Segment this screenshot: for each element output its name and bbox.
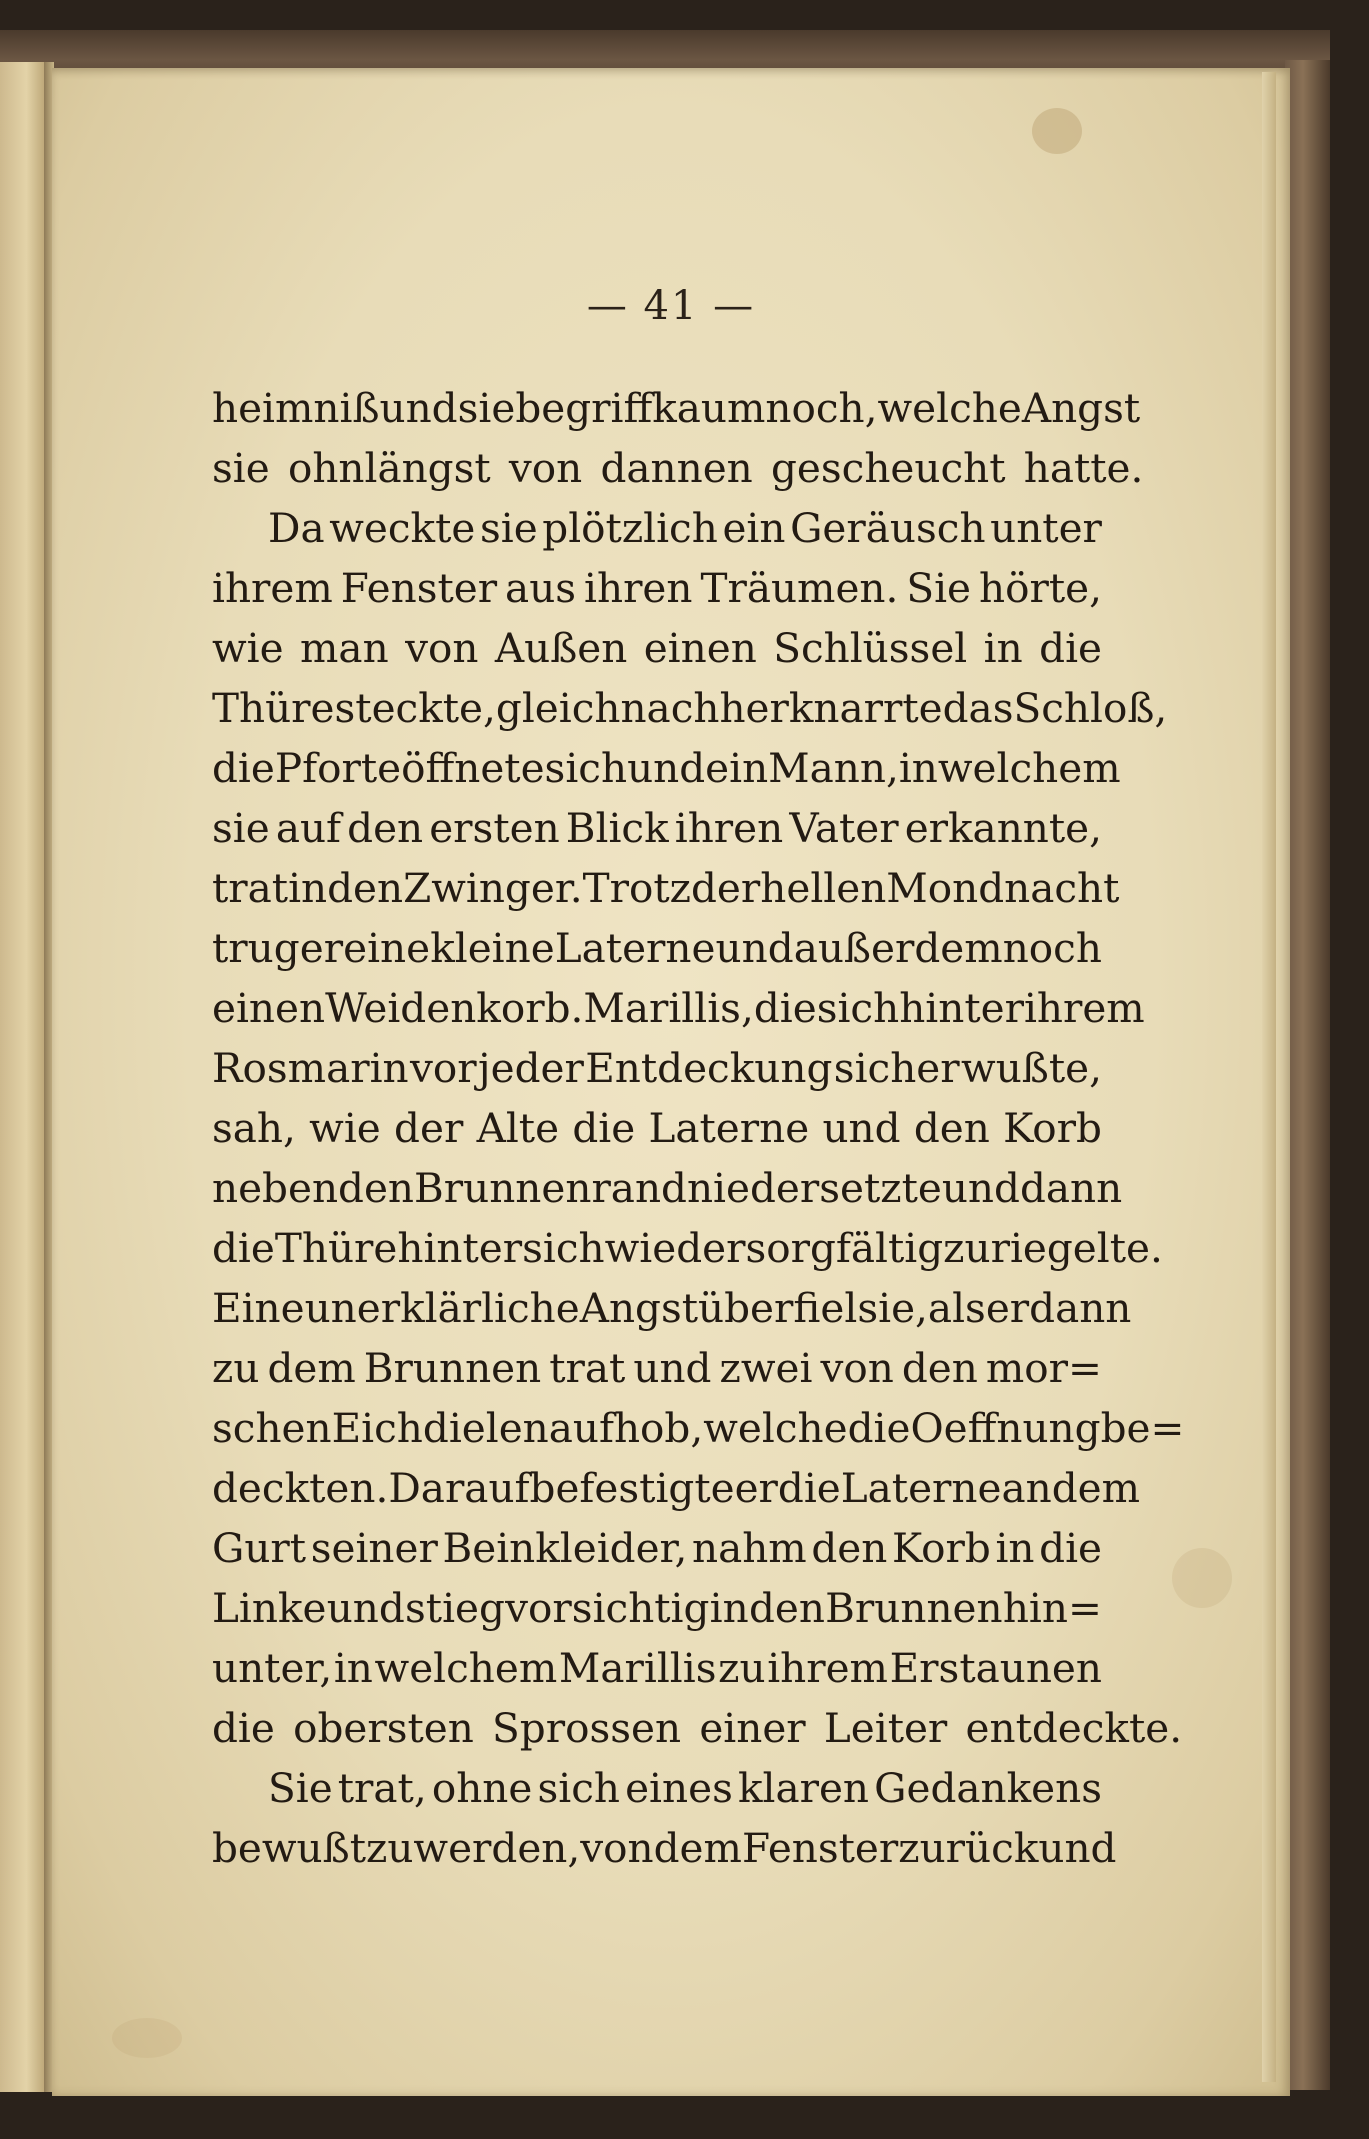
- text-word: und: [627, 744, 706, 792]
- text-word: welchem: [374, 1644, 558, 1692]
- text-word: noch: [1002, 924, 1102, 972]
- page-number: — 41 —: [586, 283, 756, 329]
- paper-stain: [1032, 108, 1082, 154]
- text-word: Brunnen: [825, 1584, 1003, 1632]
- text-word: Laterne: [648, 1104, 810, 1152]
- text-word: steckte,: [334, 684, 496, 732]
- text-word: Angst: [1021, 384, 1141, 432]
- text-word: Sprossen: [492, 1704, 682, 1752]
- text-line: [212, 1518, 1102, 1578]
- text-word: aus: [505, 564, 577, 612]
- text-word: wie: [212, 624, 284, 672]
- text-word: seiner: [310, 1524, 438, 1572]
- text-word: erkannte,: [904, 804, 1102, 852]
- text-word: Gedankens: [874, 1764, 1102, 1812]
- text-word: in: [898, 744, 938, 792]
- text-word: er: [734, 1464, 778, 1512]
- text-word: noch,: [765, 384, 878, 432]
- text-word: Oeffnung: [910, 1404, 1101, 1452]
- text-word: knarrte: [788, 684, 943, 732]
- text-word: den: [347, 804, 424, 852]
- text-word: niedersetzte: [686, 1164, 942, 1212]
- text-word: Zwinger.: [403, 864, 583, 912]
- text-word: in: [995, 1524, 1035, 1572]
- text-line: [212, 798, 1102, 858]
- text-word: den: [748, 1584, 825, 1632]
- text-line: [212, 918, 1102, 978]
- text-word: zuriegelte.: [943, 1224, 1163, 1272]
- text-line: [212, 1638, 1102, 1698]
- text-word: zu: [212, 1344, 260, 1392]
- text-word: nachher: [620, 684, 789, 732]
- paper-stain: [112, 2018, 182, 2058]
- text-word: in: [333, 1644, 373, 1692]
- text-word: Fenster: [741, 1824, 899, 1872]
- text-word: hatte.: [1023, 444, 1144, 492]
- text-line: [212, 738, 1121, 798]
- text-word: zu: [365, 1824, 414, 1872]
- text-word: in: [709, 1584, 749, 1632]
- text-word: welche: [877, 384, 1022, 432]
- text-word: Mann,: [768, 744, 899, 792]
- text-word: ohne: [431, 1764, 533, 1812]
- text-line: [212, 1458, 1140, 1518]
- text-word: dem: [653, 1824, 742, 1872]
- text-word: Da: [268, 504, 325, 552]
- text-word: einen: [212, 984, 326, 1032]
- text-word: die: [777, 1464, 841, 1512]
- text-word: Laterne: [554, 924, 716, 972]
- text-word: obersten: [293, 1704, 474, 1752]
- text-line: [212, 498, 1102, 558]
- text-line: [212, 1038, 1102, 1098]
- text-word: gescheucht: [770, 444, 1006, 492]
- text-word: Laterne: [840, 1464, 1002, 1512]
- text-word: Rosmarin: [212, 1044, 409, 1092]
- text-word: Fenster: [340, 564, 498, 612]
- text-word: eine: [343, 924, 431, 972]
- text-word: der: [394, 1104, 464, 1152]
- text-line: [212, 678, 1168, 738]
- text-word: plötzlich: [542, 504, 718, 552]
- text-word: trat: [212, 864, 289, 912]
- text-word: die: [212, 1704, 275, 1752]
- text-word: einer: [699, 1704, 806, 1752]
- text-word: in: [983, 624, 1023, 672]
- text-word: Alte: [476, 1104, 560, 1152]
- text-line: [212, 1158, 1123, 1218]
- text-word: Entdeckung: [585, 1044, 833, 1092]
- text-word: Beinkleider,: [442, 1524, 688, 1572]
- text-word: Thüre: [212, 684, 335, 732]
- text-word: außerdem: [793, 924, 1003, 972]
- text-word: sich: [522, 1224, 605, 1272]
- text-word: Erstaunen: [889, 1644, 1102, 1692]
- text-word: ihrem: [767, 1644, 888, 1692]
- text-word: die: [212, 1224, 275, 1272]
- text-word: sich: [544, 744, 628, 792]
- text-line: [212, 378, 1141, 438]
- text-word: hörte,: [979, 564, 1102, 612]
- text-word: klaren: [737, 1764, 870, 1812]
- text-word: zwei: [719, 1344, 813, 1392]
- text-word: die: [1039, 1524, 1102, 1572]
- text-word: kaum: [652, 384, 766, 432]
- text-word: stieg: [405, 1584, 505, 1632]
- text-word: Korb: [1003, 1104, 1102, 1152]
- text-word: dann: [1019, 1164, 1123, 1212]
- text-word: schen: [212, 1404, 332, 1452]
- text-word: Weidenkorb.: [325, 984, 584, 1032]
- text-word: und: [941, 1164, 1020, 1212]
- text-word: Leiter: [823, 1704, 948, 1752]
- text-line: [212, 1278, 1132, 1338]
- text-word: öffnete: [401, 744, 545, 792]
- text-word: zu: [718, 1644, 766, 1692]
- text-line: [212, 1398, 1185, 1458]
- text-word: hinter: [899, 984, 1024, 1032]
- text-word: Mondnacht: [886, 864, 1120, 912]
- text-word: Trotz: [582, 864, 691, 912]
- text-word: er: [985, 1284, 1030, 1332]
- text-word: begriff: [515, 384, 653, 432]
- book-page: [52, 68, 1290, 2096]
- text-word: Außen: [494, 624, 628, 672]
- text-word: sie: [212, 444, 270, 492]
- text-word: nahm: [691, 1524, 807, 1572]
- text-word: bewußt: [212, 1824, 366, 1872]
- text-word: von: [508, 444, 583, 492]
- text-word: die: [212, 744, 275, 792]
- text-word: dem: [267, 1344, 356, 1392]
- text-word: wieder: [604, 1224, 746, 1272]
- text-line: [212, 1098, 1102, 1158]
- text-line: [212, 1338, 1102, 1398]
- text-word: in: [288, 864, 328, 912]
- text-word: Thüre: [274, 1224, 398, 1272]
- text-word: eines: [625, 1764, 733, 1812]
- text-word: Pforte: [274, 744, 402, 792]
- text-word: man: [300, 624, 389, 672]
- text-word: Vater: [789, 804, 899, 852]
- text-word: entdeckte.: [965, 1704, 1183, 1752]
- text-word: trat: [549, 1344, 626, 1392]
- text-word: den: [338, 1164, 415, 1212]
- text-word: unerklärliche: [304, 1284, 580, 1332]
- text-word: von: [405, 624, 479, 672]
- text-word: Gurt: [212, 1524, 307, 1572]
- text-word: trat,: [337, 1764, 427, 1812]
- text-word: den: [327, 864, 404, 912]
- text-word: den: [901, 1344, 978, 1392]
- text-word: unter,: [212, 1644, 333, 1692]
- text-word: von: [580, 1824, 654, 1872]
- text-word: Blick: [565, 804, 669, 852]
- text-word: befestigte: [529, 1464, 735, 1512]
- text-word: dem: [1051, 1464, 1140, 1512]
- text-word: ein: [705, 744, 769, 792]
- text-line: [212, 558, 1102, 618]
- text-word: sie: [479, 504, 538, 552]
- text-word: hin=: [1002, 1584, 1102, 1632]
- text-word: heimniß: [212, 384, 380, 432]
- text-word: ohnlängst: [287, 444, 491, 492]
- text-word: Schloß,: [1013, 684, 1168, 732]
- text-word: Angst: [579, 1284, 699, 1332]
- text-word: wie: [309, 1104, 381, 1152]
- text-word: ihren: [674, 804, 784, 852]
- text-word: auf: [275, 804, 342, 852]
- text-word: die: [847, 1404, 911, 1452]
- text-word: hinter: [397, 1224, 523, 1272]
- text-word: als: [927, 1284, 986, 1332]
- text-word: unter: [990, 504, 1102, 552]
- text-word: Korb: [891, 1524, 991, 1572]
- text-word: überfiel: [698, 1284, 858, 1332]
- text-line: [212, 1698, 1183, 1758]
- text-word: zurück: [898, 1824, 1039, 1872]
- text-word: sie: [457, 384, 516, 432]
- text-word: aufhob,: [548, 1404, 704, 1452]
- text-word: der: [691, 864, 761, 912]
- text-word: ihrem: [212, 564, 333, 612]
- text-word: sich: [537, 1764, 620, 1812]
- facing-page-edge: [0, 62, 44, 2092]
- text-word: Linke: [212, 1584, 327, 1632]
- text-word: die: [1039, 624, 1102, 672]
- text-word: kleine: [430, 924, 555, 972]
- text-word: welche: [703, 1404, 848, 1452]
- text-word: und: [1038, 1824, 1117, 1872]
- text-line: [212, 1758, 1102, 1818]
- text-word: ein: [722, 504, 786, 552]
- book-cover-right-edge: [1285, 60, 1330, 2090]
- text-word: vorsichtig: [505, 1584, 710, 1632]
- text-word: Eichdielen: [331, 1404, 549, 1452]
- text-word: und: [633, 1344, 712, 1392]
- text-word: wußte,: [961, 1044, 1102, 1092]
- text-word: einen: [643, 624, 757, 672]
- text-word: welchem: [937, 744, 1121, 792]
- text-word: und: [379, 384, 458, 432]
- text-word: vor: [410, 1044, 477, 1092]
- text-word: er: [299, 924, 344, 972]
- text-word: Geräusch: [790, 504, 986, 552]
- text-word: be=: [1100, 1404, 1185, 1452]
- text-word: Darauf: [388, 1464, 530, 1512]
- text-word: jeder: [478, 1044, 584, 1092]
- text-line: [212, 978, 1145, 1038]
- text-word: Brunnen: [363, 1344, 542, 1392]
- text-word: neben: [212, 1164, 339, 1212]
- text-word: und: [715, 924, 794, 972]
- text-word: an: [1001, 1464, 1052, 1512]
- text-word: dannen: [600, 444, 753, 492]
- text-word: weckte: [329, 504, 476, 552]
- text-word: Träumen.: [700, 564, 899, 612]
- text-line: [212, 438, 1144, 498]
- text-word: sicher: [833, 1044, 960, 1092]
- text-line: [212, 1818, 1117, 1878]
- text-line: [212, 1218, 1163, 1278]
- text-word: trug: [212, 924, 300, 972]
- text-line: [212, 618, 1102, 678]
- text-word: und: [326, 1584, 405, 1632]
- paper-stain: [1172, 1548, 1232, 1608]
- text-word: ihrem: [1023, 984, 1145, 1032]
- text-word: dann: [1029, 1284, 1132, 1332]
- text-word: den: [913, 1104, 990, 1152]
- text-word: ersten: [429, 804, 560, 852]
- text-word: Marillis: [558, 1644, 717, 1692]
- page-edge-fold: [1262, 72, 1276, 2082]
- text-word: sorgfältig: [745, 1224, 944, 1272]
- text-word: werden,: [413, 1824, 581, 1872]
- text-word: von: [820, 1344, 894, 1392]
- text-word: Brunnenrand: [414, 1164, 687, 1212]
- text-word: sich: [816, 984, 900, 1032]
- text-word: sie: [212, 804, 270, 852]
- text-word: mor=: [985, 1344, 1102, 1392]
- text-line: [212, 858, 1120, 918]
- text-line: [212, 1578, 1102, 1638]
- text-word: die: [572, 1104, 636, 1152]
- page-body-text: [212, 378, 1185, 1878]
- text-word: sah,: [212, 1104, 296, 1152]
- text-word: Eine: [212, 1284, 305, 1332]
- text-word: die: [753, 984, 817, 1032]
- text-word: das: [942, 684, 1014, 732]
- text-word: Marillis,: [583, 984, 754, 1032]
- text-word: gleich: [495, 684, 621, 732]
- text-word: deckten.: [212, 1464, 389, 1512]
- text-word: Sie: [268, 1764, 333, 1812]
- text-word: Schlüssel: [773, 624, 968, 672]
- text-word: hellen: [760, 864, 887, 912]
- text-word: ihren: [584, 564, 693, 612]
- text-word: sie,: [857, 1284, 928, 1332]
- text-word: Sie: [906, 564, 972, 612]
- text-word: den: [811, 1524, 888, 1572]
- text-word: und: [822, 1104, 901, 1152]
